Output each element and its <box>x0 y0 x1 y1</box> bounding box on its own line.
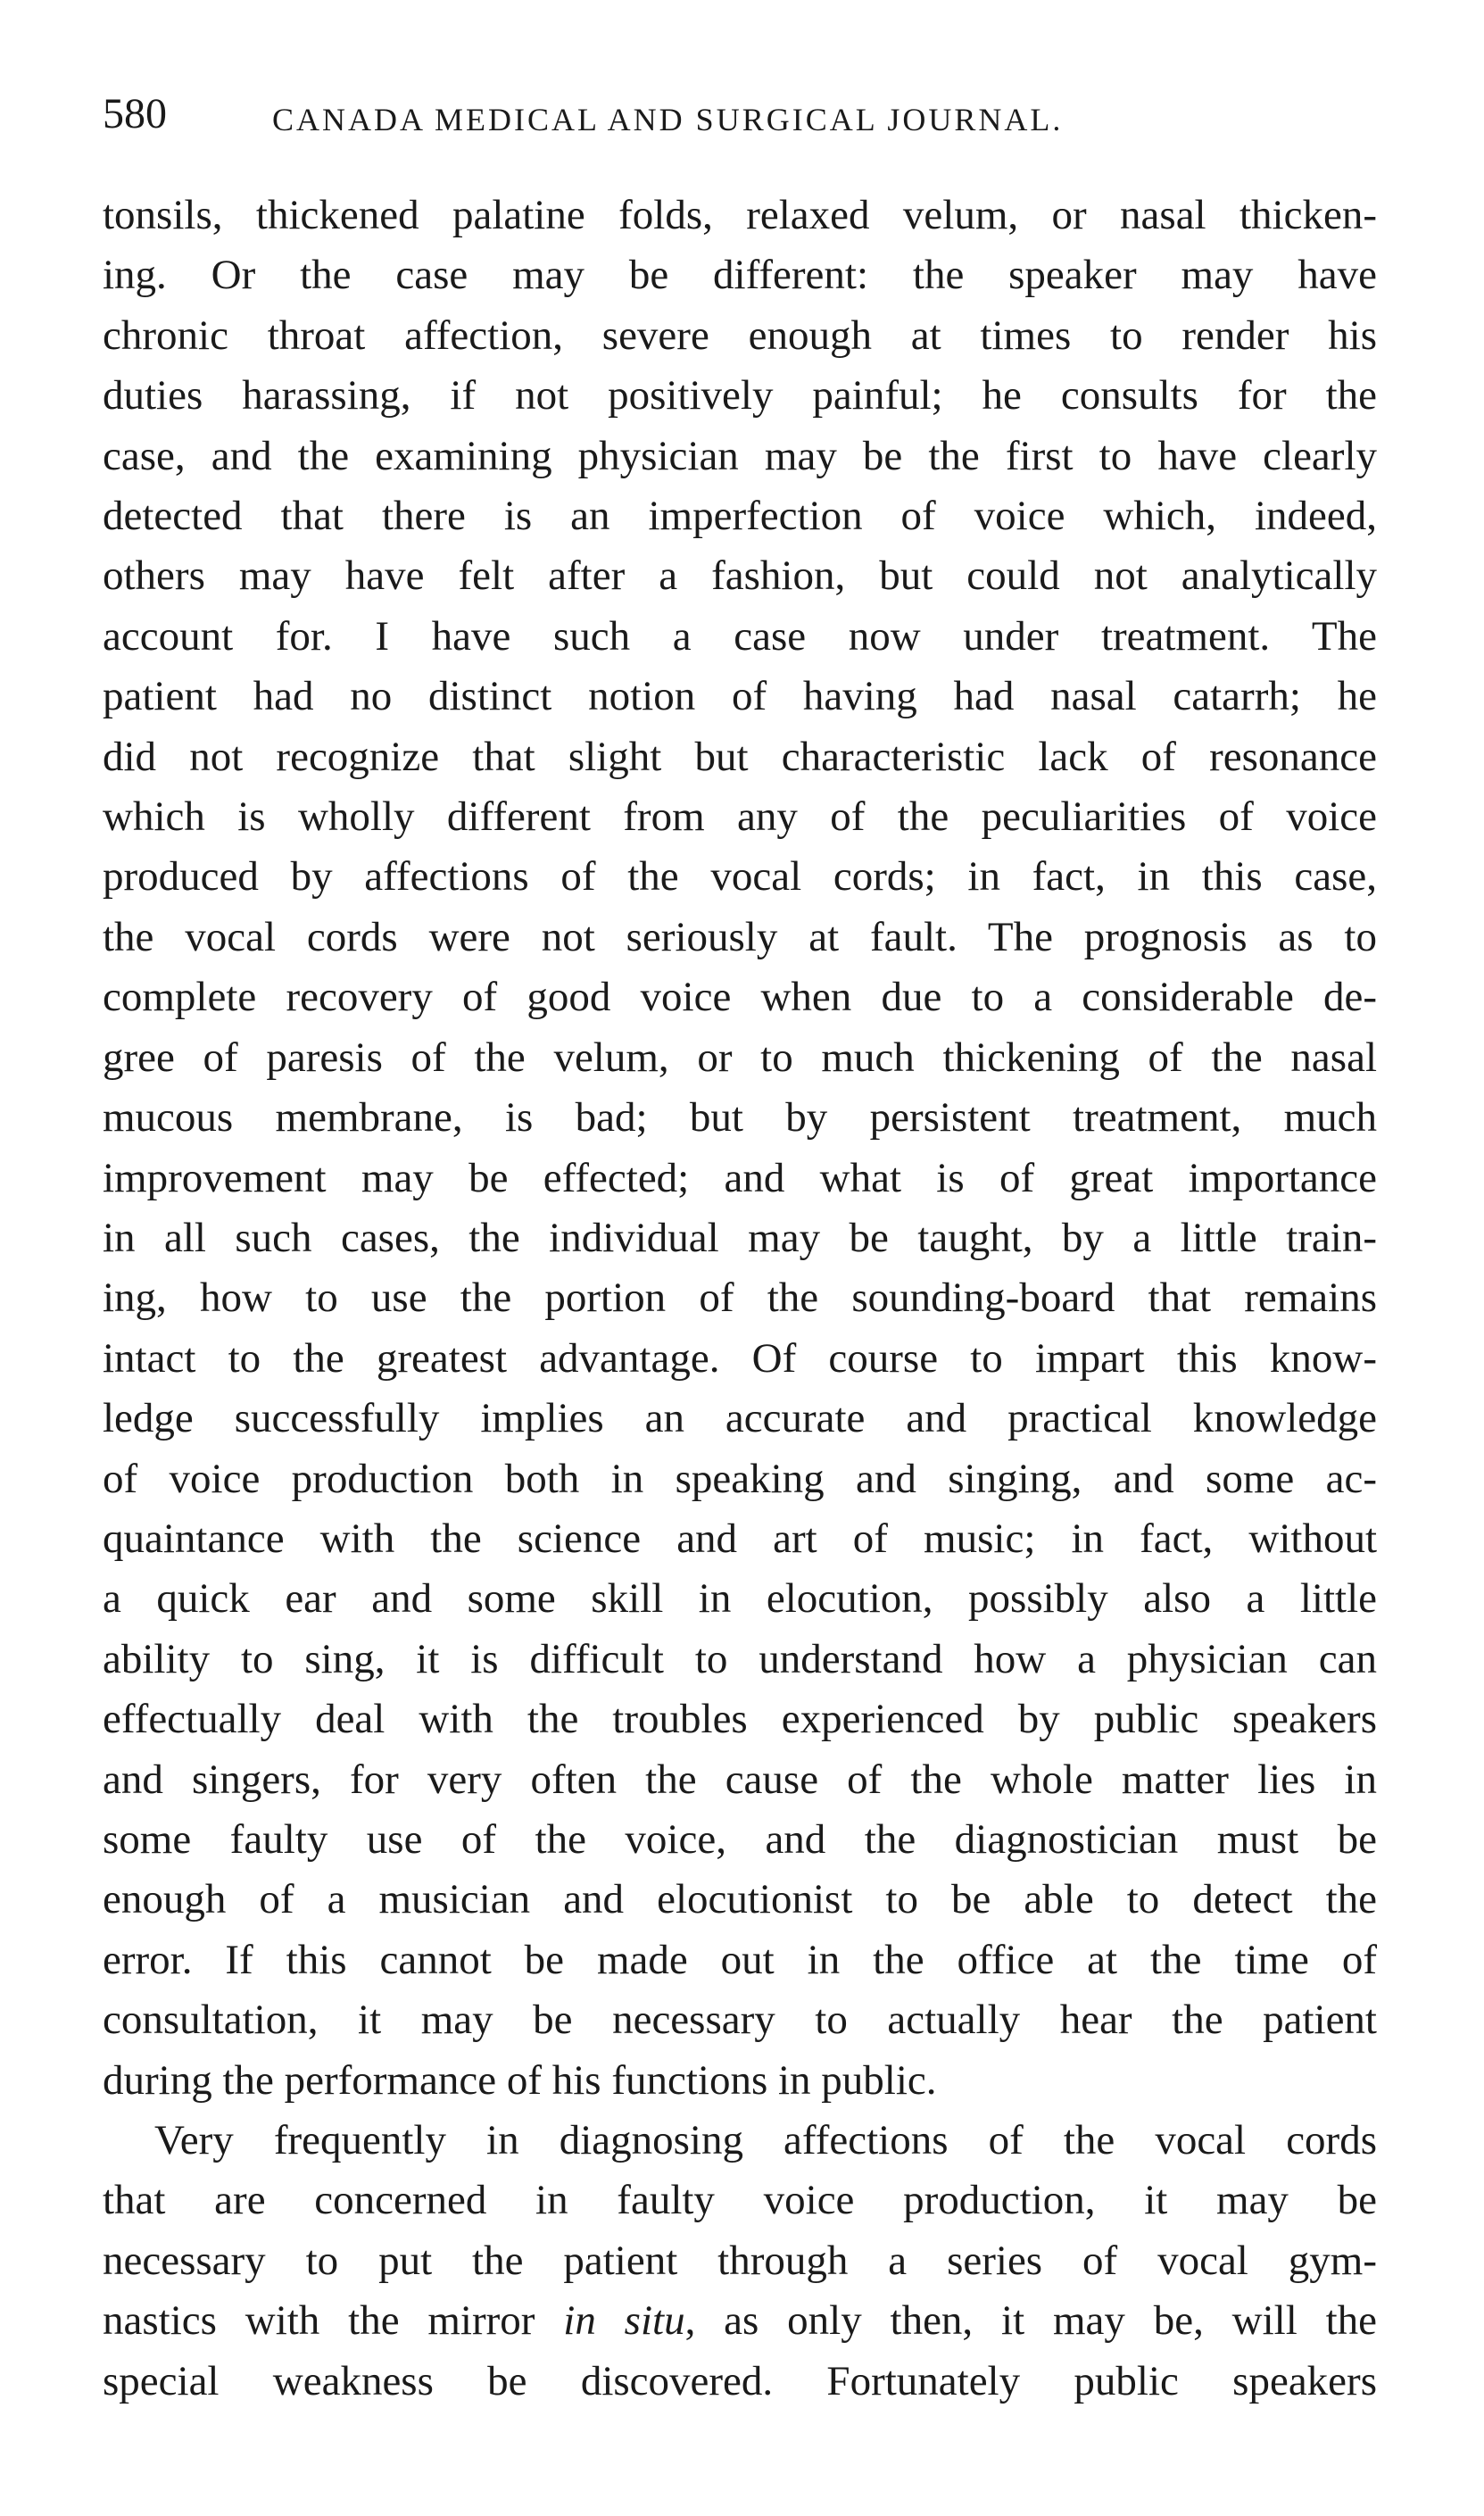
text-line: improvement may be effected; and what is of great importance <box>103 1154 1377 1201</box>
text-line: tonsils, thickened palatine folds, relaxed velum, or nasal thicken- <box>103 192 1377 238</box>
text-line: account for. I have such a case now under treatment. The <box>103 612 1377 660</box>
body-text <box>103 186 1377 2412</box>
text-line: necessary to put the patient through a series of vocal gym- <box>103 2237 1377 2284</box>
text-line: consultation, it may be necessary to actually hear the patient <box>103 1997 1377 2044</box>
paragraph-1 <box>103 186 1377 2111</box>
page-number: 580 <box>103 90 167 137</box>
text-line: during the performance of his functions in public. <box>103 2056 937 2104</box>
text-line: mucous membrane, is bad; but by persistent treatment, much <box>103 1094 1377 1142</box>
text-line: ability to sing, it is difficult to understand how a physician can <box>103 1635 1377 1682</box>
text-line: ledge successfully implies an accurate and practical knowledge <box>103 1395 1377 1442</box>
paragraph-2 <box>103 2111 1377 2412</box>
text-line: quaintance with the science and art of music; in fact, without <box>103 1515 1377 1562</box>
text-line: effectually deal with the troubles experienced by public speakers <box>103 1696 1377 1743</box>
text-line: of voice production both in speaking and singing, and some ac- <box>103 1455 1377 1502</box>
text-line: duties harassing, if not positively painful; he consults for the <box>103 372 1377 419</box>
text-line: chronic throat affection, severe enough at times to render his <box>103 311 1377 359</box>
text-line: intact to the greatest advantage. Of course to impart this know- <box>103 1334 1377 1382</box>
text-segment: nastics with the mirror <box>103 2297 564 2345</box>
text-line: produced by affections of the vocal cords; in fact, in this case, <box>103 853 1377 901</box>
text-line: in all such cases, the individual may be taught, by a little train- <box>103 1214 1377 1261</box>
text-line: some faulty use of the voice, and the diagnostician must be <box>103 1815 1377 1863</box>
text-line: did not recognize that slight but characteristic lack of resonance <box>103 733 1377 780</box>
text-segment: , as only then, it may be, will the <box>684 2297 1378 2345</box>
text-line: that are concerned in faulty voice production, it may be <box>103 2177 1377 2224</box>
text-line: special weakness be discovered. Fortunately public speakers <box>103 2357 1377 2404</box>
text-line: which is wholly different from any of the peculiarities of voice <box>103 793 1377 841</box>
text-line: error. If this cannot be made out in the office at the time of <box>103 1936 1377 1983</box>
text-line: complete recovery of good voice when due to a considerable de- <box>103 974 1377 1021</box>
text-line: Very frequently in diagnosing affections of the vocal cords <box>154 2117 1377 2163</box>
text-line: ing, how to use the portion of the sounding-board that remains <box>103 1275 1377 1322</box>
running-head <box>103 87 1388 141</box>
text-line: the vocal cords were not seriously at fault. The prognosis as to <box>103 913 1377 960</box>
text-line: a quick ear and some skill in elocution, possibly also a little <box>103 1575 1377 1623</box>
text-line: ing. Or the case may be different: the speaker may have <box>103 252 1377 299</box>
text-line: gree of paresis of the velum, or to much thickening of the nasal <box>103 1034 1377 1081</box>
text-line: enough of a musician and elocutionist to be able to detect the <box>103 1876 1377 1923</box>
text-line: and singers, for very often the cause of the whole matter lies in <box>103 1756 1377 1803</box>
journal-title: CANADA MEDICAL AND SURGICAL JOURNAL. <box>272 102 1064 137</box>
text-line: detected that there is an imperfection of voice which, indeed, <box>103 493 1377 540</box>
text-line: case, and the examining physician may be the first to have clearly <box>103 432 1377 479</box>
text-line <box>103 2291 1377 2351</box>
italic-text: in situ <box>563 2297 685 2345</box>
text-line: patient had no distinct notion of having had nasal catarrh; he <box>103 673 1377 720</box>
text-line: others may have felt after a fashion, but could not analytically <box>103 552 1377 600</box>
